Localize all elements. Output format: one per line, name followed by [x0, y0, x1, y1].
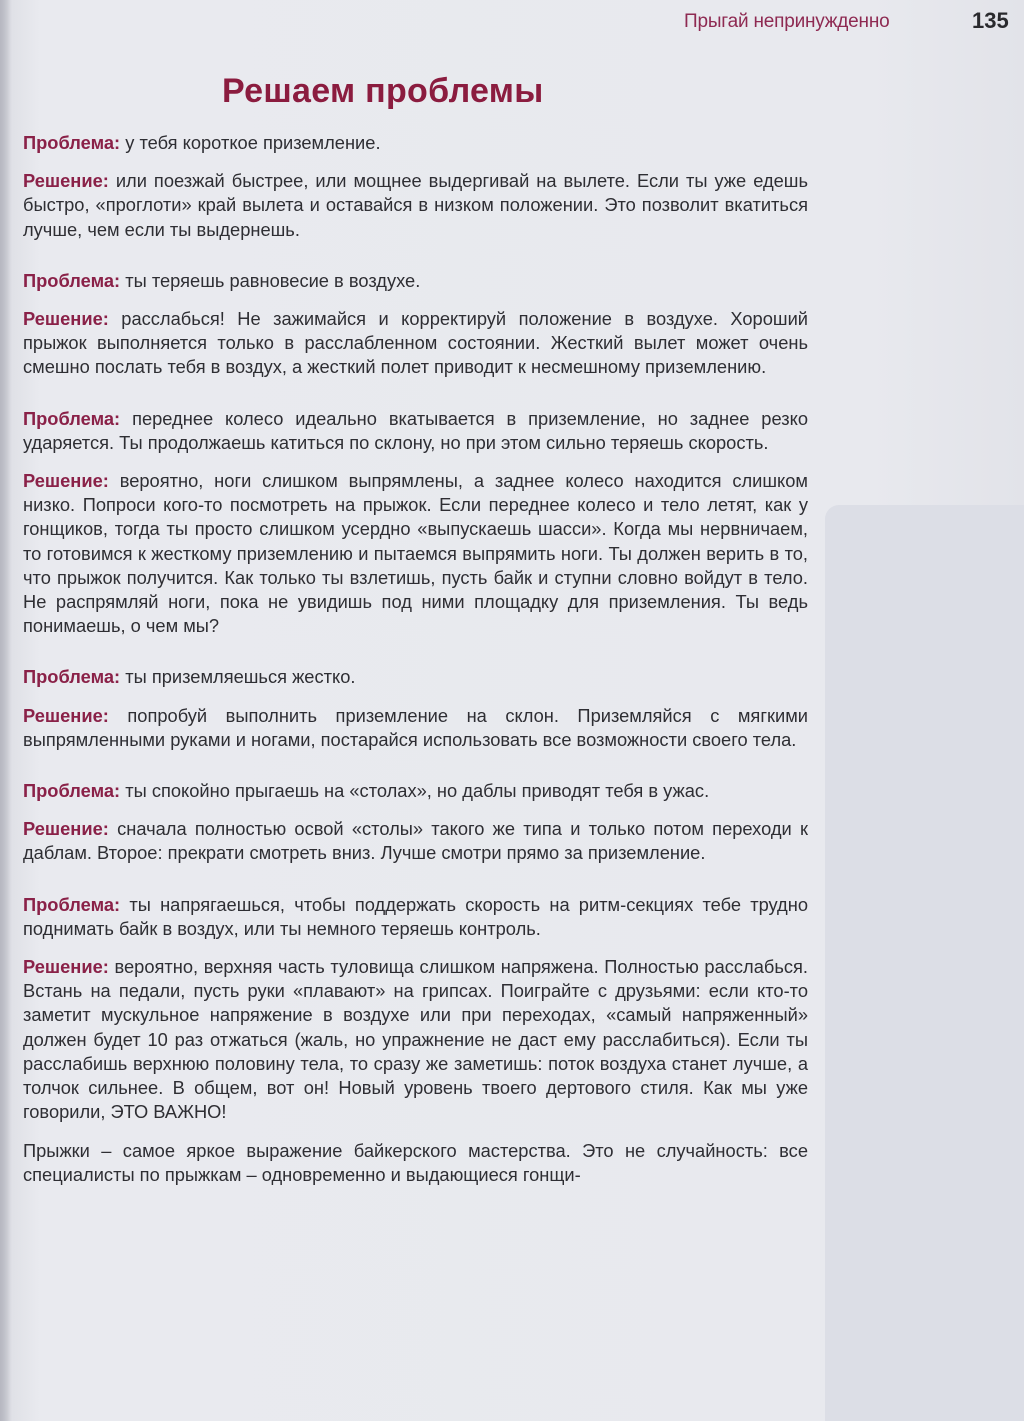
- problem-text: переднее колесо идеально вкатывается в приземление, но заднее резко ударяется. Ты продолжаешь катиться по склону, но при этом сильно теряешь скорость.: [23, 407, 808, 453]
- problem-paragraph: [23, 893, 808, 941]
- solution-paragraph: [23, 817, 808, 865]
- solution-text: попробуй выполнить приземление на склон. Приземляйся с мягкими выпрямленными руками и ногами, постарайся использовать все возможности своего тела.: [23, 704, 808, 750]
- problem-paragraph: [23, 779, 808, 803]
- solution-label: Решение:: [23, 170, 109, 192]
- problem-text: ты теряешь равновесие в воздухе.: [125, 269, 421, 291]
- page-gutter-shadow: [0, 0, 12, 1421]
- solution-paragraph: [23, 704, 808, 752]
- page-number: 135: [972, 8, 1009, 33]
- solution-text: сначала полностью освой «столы» такого же типа и только потом переходи к даблам. Второе: прекрати смотреть вниз. Лучше смотри прямо за приземление.: [23, 818, 808, 864]
- problem-label: Проблема:: [23, 269, 121, 291]
- solution-label: Решение:: [23, 818, 109, 840]
- solution-paragraph: [23, 955, 808, 1124]
- solution-label: Решение:: [23, 470, 109, 492]
- side-panel-background: [825, 505, 1024, 1421]
- closing-paragraph: Прыжки – самое яркое выражение байкерского мастерства. Это не случайность: все специалисты по прыжкам – одновременно и выдающиеся гонщи-: [23, 1139, 808, 1185]
- problem-paragraph: [23, 665, 808, 689]
- problem-label: Проблема:: [23, 780, 121, 802]
- problem-text: у тебя короткое приземление.: [125, 132, 381, 153]
- problem-label: Проблема:: [23, 407, 121, 429]
- solution-text: вероятно, ноги слишком выпрямлены, а заднее колесо находится слишком низко. Попроси кого-то посмотреть на прыжок. Если переднее колесо и тело летят, как у гонщиков, тогда ты просто слишком усердно «выпускаешь шасси». Когда мы нервничаем, то готовимся к жесткому приземлению и пытаемся выпрямить ноги. Ты должен верить в то, что прыжок получится. Как только ты взлетишь, пусть байк и ступни словно войдут в тело. Не распрямляй ноги, пока не увидишь под ними площадку для приземления. Ты ведь понимаешь, о чем мы?: [23, 470, 808, 637]
- solution-label: Решение:: [23, 704, 109, 726]
- solution-paragraph: [23, 169, 808, 242]
- solution-text: вероятно, верхняя часть туловища слишком напряжена. Полностью расслабься. Встань на педали, пусть руки «плавают» на грипсах. Поиграйте с друзьями: если кто-то заметит мускульное напряжение в воздухе или при переходах, «самый напряженный» должен будет 10 раз отжаться (жаль, но упражнение не даст ему расслабиться). Если ты расслабишь верхнюю половину тела, то сразу же заметишь: поток воздуха станет лучше, а толчок сильнее. В общем, вот он! Новый уровень твоего дертового стиля. Как мы уже говорили, ЭТО ВАЖНО!: [23, 956, 808, 1123]
- solution-text: расслабься! Не зажимайся и корректируй положение в воздухе. Хороший прыжок выполняется только в расслабленном состоянии. Жесткий вылет может очень смешно послать тебя в воздух, а жесткий полет приводит к несмешному приземлению.: [23, 308, 808, 378]
- problem-text: ты приземляешься жестко.: [125, 666, 356, 688]
- problem-text: ты спокойно прыгаешь на «столах», но даблы приводят тебя в ужас.: [125, 780, 710, 802]
- section-heading: Решаем проблемы: [222, 72, 544, 110]
- solution-text: или поезжай быстрее, или мощнее выдергивай на вылете. Если ты уже едешь быстро, «проглоти» край вылета и оставайся в низком положении. Это позволит вкатиться лучше, чем если ты выдернешь.: [23, 170, 808, 240]
- problem-paragraph: [23, 407, 808, 455]
- article-body: [23, 131, 808, 1187]
- problem-paragraph: [23, 131, 808, 155]
- solution-label: Решение:: [23, 308, 109, 330]
- solution-paragraph: [23, 469, 808, 638]
- problem-paragraph: [23, 269, 808, 293]
- problem-label: Проблема:: [23, 893, 121, 915]
- solution-paragraph: [23, 307, 808, 380]
- running-title: Прыгай непринужденно: [684, 11, 890, 32]
- problem-label: Проблема:: [23, 666, 121, 688]
- problem-text: ты напрягаешься, чтобы поддержать скорость на ритм-секциях тебе трудно поднимать байк в воздух, или ты немного теряешь контроль.: [23, 893, 808, 939]
- problem-label: Проблема:: [23, 132, 121, 153]
- page-header: [0, 8, 1024, 38]
- solution-label: Решение:: [23, 956, 109, 978]
